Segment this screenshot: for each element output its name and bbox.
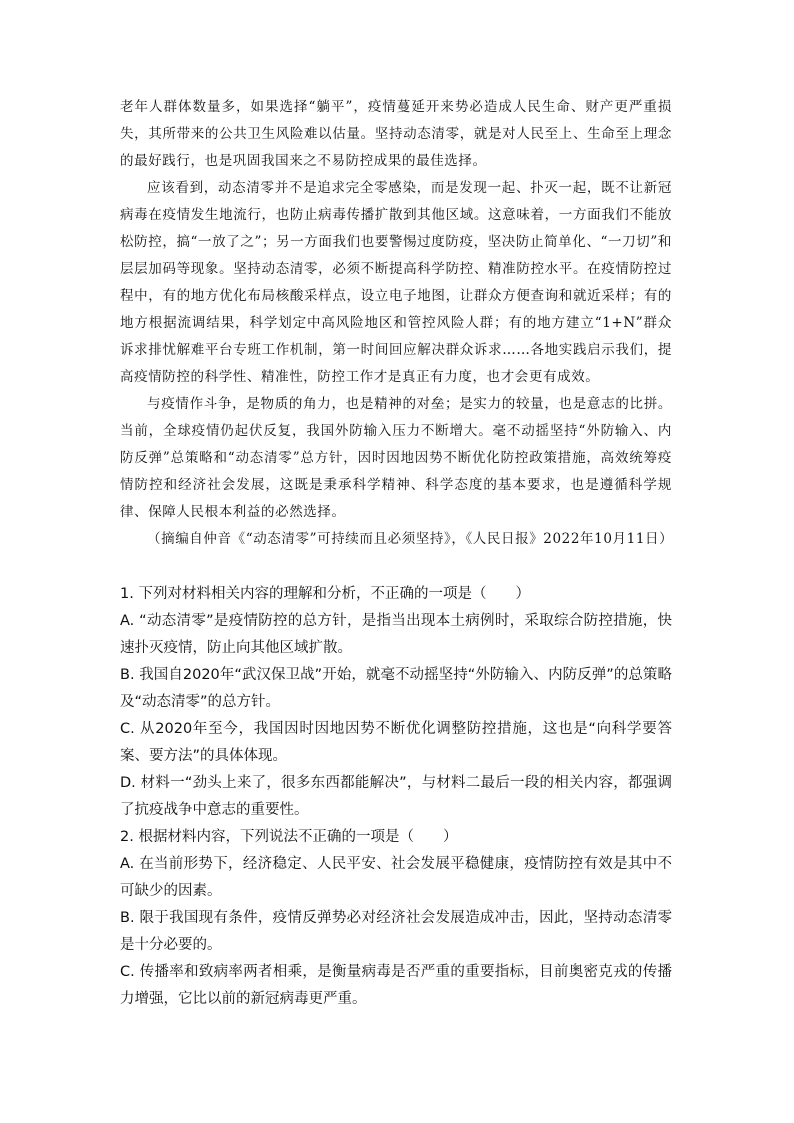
- passage-paragraph-2: 应该看到，动态清零并不是追求完全零感染，而是发现一起、扑灭一起，既不让新冠病毒在疫情发生地流行，也防止病毒传播扩散到其他区域。这意味着，一方面我们不能放松防控，搞“一放了之”；另一方面我们也要警惕过度防疫，坚决防止简单化、“一刀切”和层层加码等现象。坚持动态清零，必须不断提高科学防控、精准防控水平。在疫情防控过程中，有的地方优化布局核酸采样点，设立电子地图，让群众方便查询和就近采样；有的地方根据流调结果，科学划定中高风险地区和管控风险人群；有的地方建立“1+N”群众诉求排忧解难平台专班工作机制，第一时间回应解决群众诉求……各地实践启示我们，提高疫情防控的科学性、精准性，防控工作才是真正有力度，也才会更有成效。: [120, 180, 672, 385]
- reading-passage: [120, 94, 672, 553]
- passage-paragraph-1: 老年人群体数量多，如果选择“躺平”，疫情蔓延开来势必造成人民生命、财产更严重损失，其所带来的公共卫生风险难以估量。坚持动态清零，就是对人民至上、生命至上理念的最好践行，也是巩固我国来之不易防控成果的最佳选择。: [120, 99, 672, 169]
- question-section: [120, 581, 672, 1013]
- question-2-stem: 2. 根据材料内容，下列说法不正确的一项是（ ）: [120, 829, 458, 845]
- question-1-stem: 1. 下列对材料相关内容的理解和分析，不正确的一项是（ ）: [120, 586, 530, 602]
- question-2-option-c: C. 传播率和致病率两者相乘，是衡量病毒是否严重的重要指标，目前奥密克戎的传播力增强，它比以前的新冠病毒更严重。: [120, 964, 672, 1007]
- question-1-option-b: B. 我国自2020年“武汉保卫战”开始，就毫不动摇坚持“外防输入、内防反弹”的总策略及“动态清零”的总方针。: [120, 667, 672, 710]
- passage-source-citation: （摘编自仲音《“动态清零”可持续而且必须坚持》，《人民日报》2022年10月11日）: [147, 531, 674, 547]
- question-2-option-a: A. 在当前形势下，经济稳定、人民平安、社会发展平稳健康，疫情防控有效是其中不可缺少的因素。: [120, 856, 672, 899]
- question-1-option-d: D. 材料一“劲头上来了，很多东西都能解决”，与材料二最后一段的相关内容，都强调了抗疫战争中意志的重要性。: [120, 775, 672, 818]
- question-2-option-b: B. 限于我国现有条件，疫情反弹势必对经济社会发展造成冲击，因此，坚持动态清零是十分必要的。: [120, 910, 672, 953]
- passage-paragraph-3: 与疫情作斗争，是物质的角力，也是精神的对垒；是实力的较量，也是意志的比拼。当前，全球疫情仍起伏反复，我国外防输入压力不断增大。毫不动摇坚持“外防输入、内防反弹”总策略和“动态清零”总方针，因时因地因势不断优化防控政策措施，高效统筹疫情防控和经济社会发展，这既是秉承科学精神、科学态度的基本要求，也是遵循科学规律、保障人民根本利益的必然选择。: [120, 396, 672, 520]
- question-1-option-a: A. “动态清零”是疫情防控的总方针，是指当出现本土病例时，采取综合防控措施，快速扑灭疫情，防止向其他区域扩散。: [120, 613, 672, 656]
- question-1-option-c: C. 从2020年至今，我国因时因地因势不断优化调整防控措施，这也是“向科学要答案、要方法”的具体体现。: [120, 721, 672, 764]
